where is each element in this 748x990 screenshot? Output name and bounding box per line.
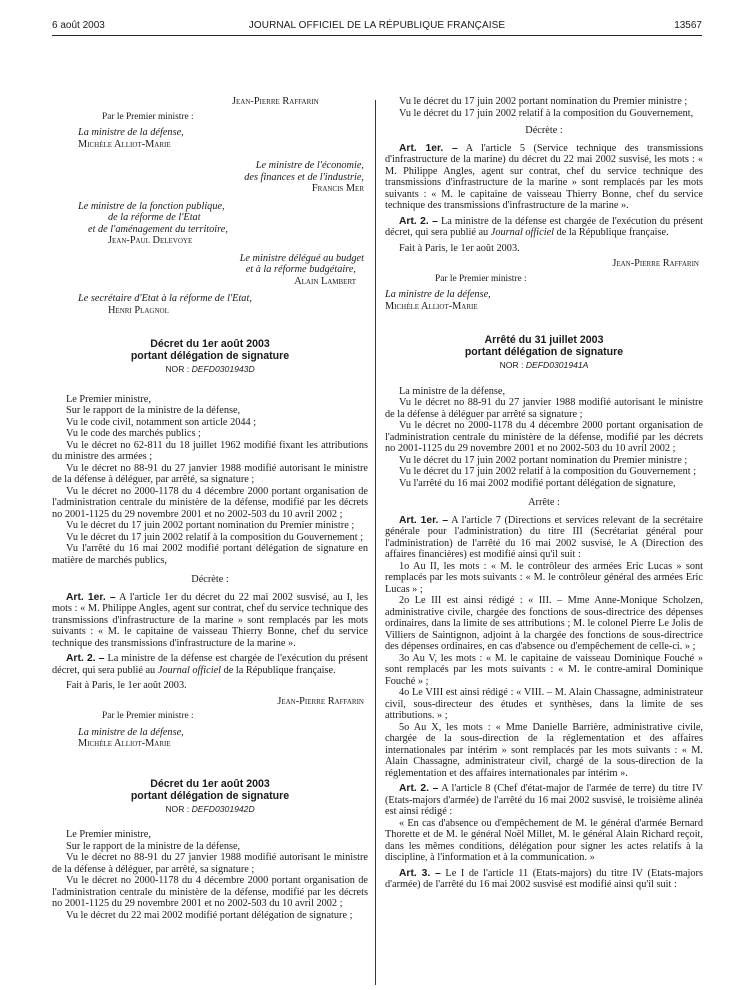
paragraph: Vu le décret no 2000-1178 du 4 décembre 2000 portant organisation de l'administration centrale du ministère de la défense, modifié par les décrets no 2001-1125 du 29 novembre 2001 et no 2002-503 du 10 avril 2002 ; — [52, 875, 368, 909]
minister-title: La ministre de la défense, — [78, 127, 184, 138]
paragraph: Vu le décret du 17 juin 2002 relatif à la composition du Gouvernement ; — [399, 466, 697, 477]
paragraph: Le Premier ministre, — [66, 829, 151, 840]
journal-title: JOURNAL OFFICIEL DE LA RÉPUBLIQUE FRANÇAISE — [248, 20, 506, 31]
signatory-name: Francis Mer — [311, 183, 364, 194]
paragraph: Vu le code des marchés publics ; — [66, 428, 201, 439]
nor-reference: NOR : DEFD0301942D — [165, 803, 255, 814]
list-item: 4o Le VIII est ainsi rédigé : « VIII. – M. Alain Chassagne, administrateur civil, sous-directeur des études et synthèses, dans la limite de ses attributions. » ; — [385, 687, 703, 721]
paragraph: Vu le décret no 2000-1178 du 4 décembre 2000 portant organisation de l'administration centrale du ministère de la défense, modifié par les décrets no 2001-1125 du 29 novembre 2001 et no 2002-503 du 10 avril 2002 ; — [52, 485, 368, 520]
signatory-name: Michèle Alliot-Marie — [78, 738, 171, 749]
enacting-formula: Décrète : — [191, 574, 229, 585]
decree-subtitle: portant délégation de signature — [130, 789, 290, 802]
paragraph: Vu le décret no 88-91 du 27 janvier 1988 modifié autorisant le ministre de la défense à déléguer par arrêté sa signature ; — [385, 397, 703, 420]
decree-2-continued — [385, 96, 703, 312]
paragraph: Vu le code civil, notamment son article 2044 ; — [66, 416, 257, 428]
list-item: 2o Le III est ainsi rédigé : « III. – Mme Anne-Monique Scholzen, administrative civile, chargée des fonctions de sous-directrice des dépenses ordinaires, dans la limite de ses attributions ; M. le colonel Pierre Le Jolis de Villiers de Saintignon, adjoint à la chargée des fonctions de sous-directrice des dépenses ordinaires, en cas d'absence ou d'empêchement de celle-ci. » ; — [385, 595, 703, 652]
decree-title: Décret du 1er août 2003 — [150, 338, 270, 350]
enacting-formula: Arrête : — [528, 497, 560, 508]
column-divider — [375, 100, 376, 985]
decree-title: Décret du 1er août 2003 — [150, 777, 270, 790]
minister-title: de la réforme de l'Etat — [108, 212, 201, 223]
signatory-name: Michèle Alliot-Marie — [385, 300, 478, 312]
paragraph: Vu le décret du 17 juin 2002 portant nomination du Premier ministre ; — [66, 520, 355, 531]
header-rule — [52, 35, 702, 36]
decree-1 — [52, 338, 368, 750]
signature-intro: Par le Premier ministre : — [102, 711, 194, 721]
article: Art. 3. – Le I de l'article 11 (Etats-majors) du titre IV (Etats-majors d'armée) de l'arrêté du 16 mai 2002 susvisé est modifié ainsi qu'il suit : — [385, 867, 703, 890]
paragraph: Sur le rapport de la ministre de la défense, — [66, 405, 241, 416]
signature-intro: Par le Premier ministre : — [435, 273, 527, 284]
minister-title: et de l'aménagement du territoire, — [88, 223, 228, 235]
quoted-paragraph: « En cas d'absence ou d'empêchement de M. le général d'armée Bernard Thorette et de M. le général Noël Millet, M. le général Alain Richard reçoit, dans les mêmes conditions, délégation pour signer les actes relatifs à la discipline, à l'information et à la communication. » — [385, 817, 703, 863]
paragraph: Vu le décret no 2000-1178 du 4 décembre 2000 portant organisation de l'administration centrale du ministère de la défense, modifié par les décrets no 2001-1125 du 29 novembre 2001 et no 2002-503 du 10 avril 2002 ; — [385, 420, 703, 454]
paragraph: Vu le décret no 62-811 du 18 juillet 1962 modifié fixant les attributions du ministre des armées ; — [52, 439, 368, 462]
date-place: Fait à Paris, le 1er août 2003. — [399, 242, 520, 254]
date-place: Fait à Paris, le 1er août 2003. — [66, 680, 187, 691]
article: Art. 2. – La ministre de la défense est chargée de l'exécution du présent décret, qui sera publié au Journal officiel de la République française. — [52, 653, 368, 676]
list-item: 1o Au II, les mots : « M. le contrôleur des armées Eric Lucas » sont remplacés par les mots suivants : « M. le contrôleur général des armées Eric Lucas » ; — [385, 560, 703, 595]
signatory-name: Jean-Pierre Raffarin — [277, 695, 364, 707]
article: Art. 1er. – A l'article 7 (Directions et services relevant de la secrétaire générale pour l'administration) du titre III (Secrétariat général pour l'administration) de l'arrêté du 16 mai 2002 susvisé, le A (Direction des affaires financières) est modifié ainsi qu'il suit : — [385, 514, 703, 560]
signatory-name: Jean-Pierre Raffarin — [232, 96, 319, 107]
paragraph: Sur le rapport de la ministre de la défense, — [66, 840, 241, 852]
paragraph: Vu l'arrêté du 16 mai 2002 modifié portant délégation de signature en matière de marchés publics, — [52, 543, 368, 566]
left-column — [52, 96, 368, 921]
paragraph: Vu le décret du 17 juin 2002 relatif à la composition du Gouvernement, — [399, 107, 694, 119]
signature-intro: Par le Premier ministre : — [102, 111, 194, 122]
arrete — [385, 334, 703, 891]
signatory-name: Alain Lambert — [294, 275, 356, 287]
paragraph: Vu le décret du 17 juin 2002 portant nomination du Premier ministre ; — [399, 454, 688, 466]
signatory-name: Jean-Paul Delevoye — [108, 235, 193, 246]
minister-title: Le ministre de l'économie, — [255, 160, 364, 171]
signatory-name: Henri Plagnol — [108, 304, 169, 316]
paragraph: Vu le décret du 17 juin 2002 relatif à la composition du Gouvernement ; — [66, 531, 364, 543]
arrete-subtitle: portant délégation de signature — [464, 346, 624, 358]
decree-2 — [52, 778, 368, 922]
paragraph: La ministre de la défense, — [399, 385, 506, 397]
page-number: 13567 — [674, 20, 702, 31]
right-column — [385, 96, 703, 891]
paragraph: Vu le décret no 88-91 du 27 janvier 1988 modifié autorisant le ministre de la défense à déléguer, par arrêté, sa signature ; — [52, 852, 368, 875]
running-header — [52, 20, 702, 34]
paragraph: Vu l'arrêté du 16 mai 2002 modifié portant délégation de signature, — [399, 477, 676, 489]
minister-title: Le secrétaire d'Etat à la réforme de l'Etat, — [78, 293, 252, 304]
paragraph: Vu le décret du 17 juin 2002 portant nomination du Premier ministre ; — [399, 96, 688, 107]
paragraph: Vu le décret no 88-91 du 27 janvier 1988 modifié autorisant le ministre de la défense à déléguer, par arrêté, sa signature ; — [52, 462, 368, 485]
article: Art. 2. – La ministre de la défense est chargée de l'exécution du présent décret, qui sera publié au Journal officiel de la République française. — [385, 215, 703, 238]
minister-title: La ministre de la défense, — [78, 726, 184, 738]
minister-title: La ministre de la défense, — [385, 289, 491, 300]
arrete-title: Arrêté du 31 juillet 2003 — [484, 334, 604, 346]
nor-reference: NOR : DEFD0301943D — [165, 364, 255, 374]
decree-subtitle: portant délégation de signature — [130, 350, 290, 362]
minister-title: des finances et de l'industrie, — [244, 171, 364, 183]
article: Art. 1er. – A l'article 1er du décret du 22 mai 2002 susvisé, au I, les mots : « M. Philippe Angles, agent sur contrat, chef du service technique des transmissions d'infrastructure de la marine » sont remplacés par les mots suivants : « M. le capitaine de vaisseau Thierry Bonne, chef du service technique des transmissions d'infrastructure de la marine ». — [52, 591, 368, 649]
list-item: 5o Au X, les mots : « Mme Danielle Barrière, administrative civile, chargée de la sous-direction de la réglementation et des affaires internationales par intérim » sont remplacés par les mots suivants : « M. Alain Chassagne, administrateur civil, chargé de la sous-direction de la réglementation et des affaires internationales par intérim ». — [385, 721, 703, 779]
signatory-name: Michèle Alliot-Marie — [78, 138, 171, 150]
enacting-formula: Décrète : — [525, 125, 563, 136]
issue-date: 6 août 2003 — [52, 20, 105, 31]
nor-reference: NOR : DEFD0301941A — [499, 360, 589, 370]
article: Art. 1er. – A l'article 5 (Service technique des transmissions d'infrastructure de la marine) du décret du 22 mai 2002 susvisé, les mots : « M. Philippe Angles, agent sur contrat, chef du service technique des transmissions d'infrastructure de la marine » sont remplacés par les mots suivants : « M. le capitaine de vaisseau Thierry Bonne, chef du service technique des transmissions d'infrastructure de la marine ». — [385, 142, 704, 211]
list-item: 3o Au V, les mots : « M. le capitaine de vaisseau Dominique Fouché » sont remplacés par les mots suivants : « M. le contre-amiral Dominique Fouché » ; — [385, 652, 703, 687]
minister-title: Le ministre de la fonction publique, — [78, 200, 225, 212]
minister-title: Le ministre délégué au budget — [239, 252, 364, 264]
signatory-name: Jean-Pierre Raffarin — [612, 258, 699, 269]
article: Art. 2. – A l'article 8 (Chef d'état-major de l'armée de terre) du titre IV (Etats-majors d'armée) de l'arrêté du 16 mai 2002 susvisé, le troisième alinéa est ainsi rédigé : — [385, 783, 703, 817]
signatures-block — [52, 96, 368, 316]
minister-title: et à la réforme budgétaire, — [245, 264, 356, 275]
paragraph: Le Premier ministre, — [66, 393, 151, 405]
paragraph: Vu le décret du 22 mai 2002 modifié portant délégation de signature ; — [66, 909, 353, 921]
